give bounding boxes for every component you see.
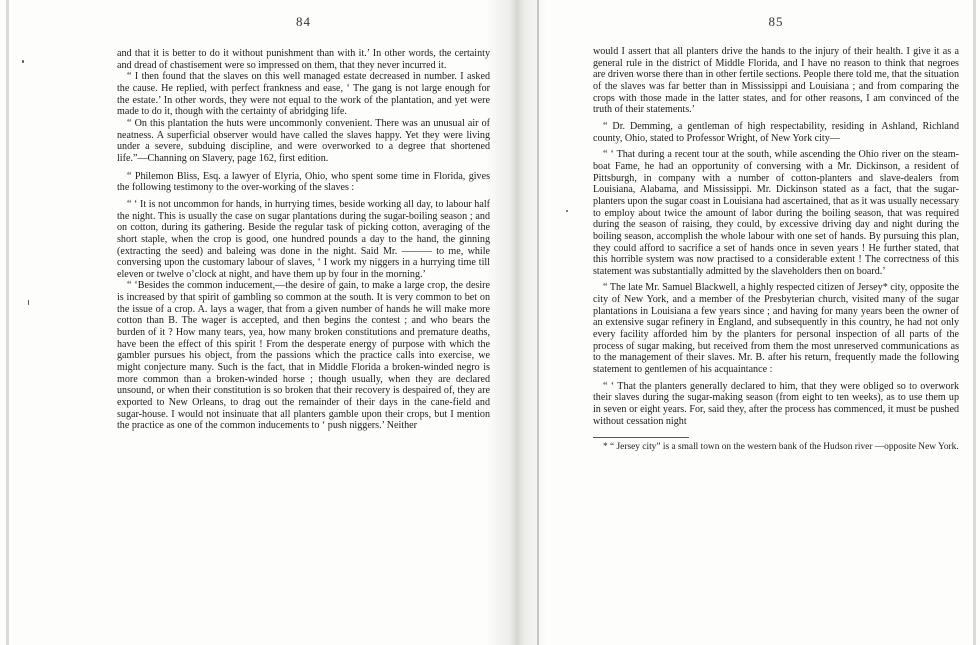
page-number-left: 84 [296, 14, 311, 29]
scan-speck [22, 60, 24, 63]
scan-speck [28, 300, 29, 305]
paragraph: “ ‘ That the planters generally declared to him, that they were obliged so to overwork their slaves during the sugar-making season (from eight to ten weeks), as to use them up in seven or eight years. For, said they, after the process has commenced, it must be pushed without cessation night [593, 380, 959, 427]
page-number-right: 85 [768, 14, 784, 29]
paragraph: “ Philemon Bliss, Esq. a lawyer of Elyria, Ohio, who spent some time in Florida, gives the following testimony to the over-working of the slaves : [117, 170, 490, 194]
footnote: * “ Jersey city” is a small town on the western bank of the Hudson river —opposite New York. [603, 442, 959, 453]
page-edge-right [973, 0, 976, 645]
page-edge-left [6, 0, 9, 645]
paragraph: “ ‘ That during a recent tour at the south, while ascending the Ohio river on the steam-boat Fame, he had an opportunity of conversing with a Mr. Dickinson, a resident of Pittsburgh, in company with a number of cotton-planters and slave-dealers from Louisiana, Alabama, and Mississippi. Mr. Dickinson stated as a fact, that the sugar-planters upon the sugar coast in Louisiana had ascertained, that as it was usually necessary to employ about twice the amount of labor during the boiling season, that was required during the season of raising, they could, by excessive driving day and night during the boiling season, accomplish the whole labour with one set of hands. By pursuing this plan, they could afford to sacrifice a set of hands once in seven years ! He further stated, that this horrible system was now practised to a considerable extent ! The correctness of this statement was substantially admitted by the slaveholders then on board.’ [593, 149, 959, 277]
right-page [593, 14, 959, 453]
paragraph: “ ‘ It is not uncommon for hands, in hurrying times, beside working all day, to labour half the night. This is usually the case on sugar plantations during the sugar-boiling season ; and on cotton, during its gathering. Beside the regular task of picking cotton, averaging of the short staple, when the crop is good, one hundred pounds a day to the hand, the ginning (extracting the seed) and baleing was done in the night. Said Mr. ——— to me, while conversing upon the customary labour of slaves, ‘ I work my niggers in a hurrying time till eleven or twelve o’clock at night, and have them up by four in the morning.’ [117, 198, 490, 280]
scan-speck [566, 210, 568, 212]
paragraph: and that it is better to do it without punishment than with it.’ In other words, the certainty and dread of chastisement were so impressed on them, that they never incurred it. [117, 48, 490, 71]
paragraph: “ Dr. Demming, a gentleman of high respectability, residing in Ashland, Richland county, Ohio, stated to Professor Wright, of New York city— [593, 120, 959, 144]
paragraph: “ On this plantation the huts were uncommonly convenient. There was an unusual air of neatness. A superficial observer would have called the slaves happy. Yet they were living under a severe, subduing discipline, and were overworked to a degree that shortened life.”—Channing on Slavery, page 162, first edition. [117, 117, 490, 164]
footnote-rule [593, 437, 689, 438]
paragraph: “ I then found that the slaves on this well managed estate decreased in number. I asked the cause. He replied, with perfect frankness and ease, ‘ The gang is not large enough for the estate.’ In other words, they were not equal to the work of the plantation, and yet were made to do it, though with the certainty of abridging life. [117, 71, 490, 118]
left-page [117, 14, 490, 432]
gutter-fold-line [537, 0, 539, 645]
paragraph: “ ‘Besides the common inducement,—the desire of gain, to make a large crop, the desire is increased by that spirit of gambling so common at the south. It is very common to bet on the issue of a crop. A. lays a wager, that from a given number of hands he will make more cotton than B. The wager is accepted, and then begins the contest ; and who bears the burden of it ? How many tears, yea, how many broken constitutions and premature deaths, have been the effect of this spirit ! From the desperate energy of purpose with which the gambler pursues his object, from the passions which the practice calls into exercise, we might conjecture many. Such is the fact, that in Middle Florida a broken-winded negro is more common than a broken-winded horse ; though usually, when they are declared unsound, or when their constitution is so broken that their recovery is despaired of, they are exported to New Orleans, to drag out the remainder of their days in the cane-field and sugar-house. I would not insinuate that all planters gamble upon their crops, but I mention the practice as one of the common inducements to ‘ push niggers.’ Neither [117, 280, 490, 432]
paragraph: would I assert that all planters drive the hands to the injury of their health. I give it as a general rule in the district of Middle Florida, and I have no reason to think that negroes are driven worse there than in other fertile sections. People there told me, that the situation of the slaves was far better than in Mississippi and Louisiana ; and from comparing the crops with those made in the latter states, and for other reasons, I am convinced of the truth of their statements.’ [593, 46, 959, 116]
paragraph: “ The late Mr. Samuel Blackwell, a highly respected citizen of Jersey* city, opposite the city of New York, and a member of the Presbyterian church, visited many of the sugar plantations in Louisiana a few years since ; and having for many years been the owner of an extensive sugar refinery in England, and subsequently in this country, he had not only every facility afforded him by the planters for personal inspection of all parts of the process of sugar making, but received from them the most unreserved communications as to the management of their slaves. Mr. B. after his return, frequently made the following statement to gentlemen of his acquaintance : [593, 282, 959, 376]
